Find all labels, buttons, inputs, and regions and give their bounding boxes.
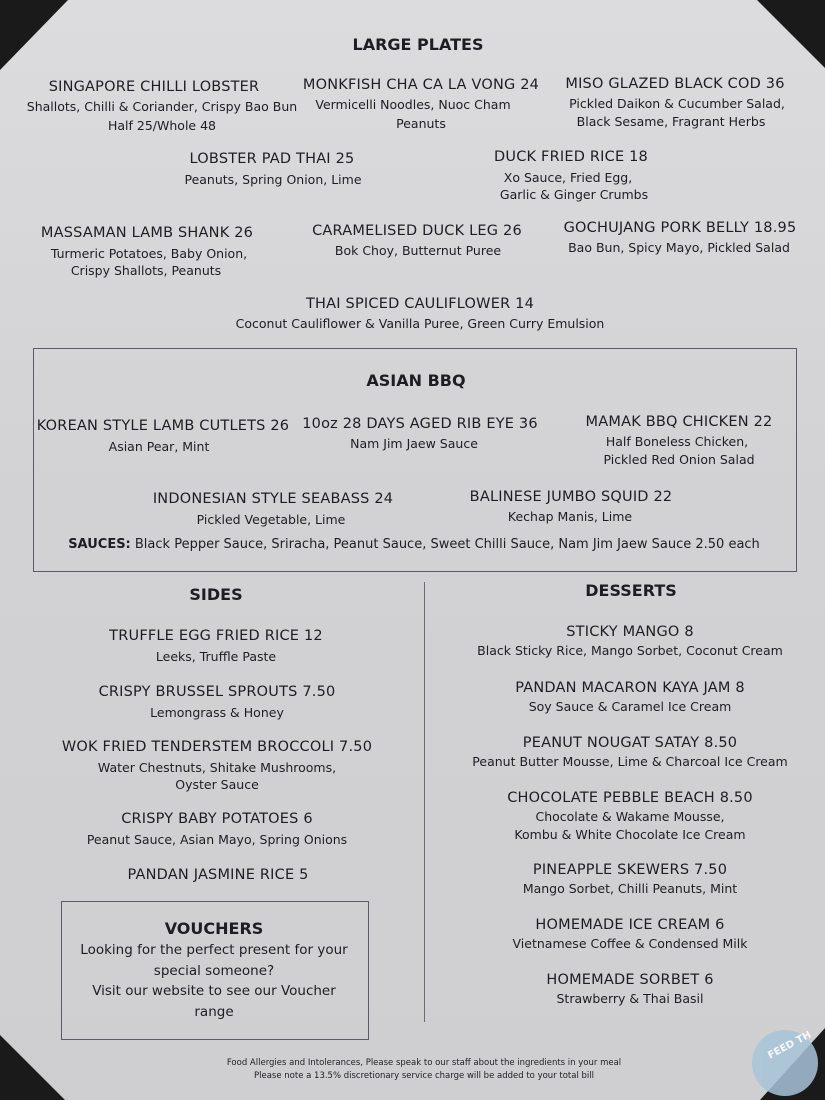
vouchers-heading: VOUCHERS [164,919,264,938]
menu-item-desc: Leeks, Truffle Paste [155,649,277,664]
menu-item-desc: Bok Choy, Butternut Puree [334,243,502,258]
menu-item-desc: Pickled Red Onion Salad [603,452,755,467]
menu-item-name: SINGAPORE CHILLI LOBSTER [48,79,260,95]
menu-item-name: MISO GLAZED BLACK COD 36 [565,76,785,92]
menu-item-desc: Peanut Butter Mousse, Lime & Charcoal Ice Cream [472,754,788,769]
footer-allergy-note: Food Allergies and Intolerances, Please speak to our staff about the ingredients in your meal [226,1058,622,1068]
column-divider [424,582,425,1022]
menu-item-name: KOREAN STYLE LAMB CUTLETS 26 [36,418,290,434]
menu-item-desc: Peanuts, Spring Onion, Lime [184,172,362,187]
vouchers-text: Visit our website to see our Voucher [92,983,336,999]
menu-item-name: MASSAMAN LAMB SHANK 26 [40,225,254,241]
menu-item-name: DUCK FRIED RICE 18 [494,149,648,165]
sauces-label: SAUCES: [68,537,131,552]
menu-item-name: CRISPY BABY POTATOES 6 [121,811,313,827]
watermark-text: FEED TH [766,1029,814,1062]
menu-item-desc: Soy Sauce & Caramel Ice Cream [528,699,732,714]
menu-item-desc: Kechap Manis, Lime [507,509,633,524]
menu-item-desc: Xo Sauce, Fried Egg, [503,170,633,185]
menu-item-desc: Black Sticky Rice, Mango Sorbet, Coconut Cream [477,643,783,658]
menu-item-desc: Bao Bun, Spicy Mayo, Pickled Salad [568,240,790,255]
vouchers-text: special someone? [153,963,275,979]
menu-item-desc: Water Chestnuts, Shitake Mushrooms, [97,760,337,775]
menu-item-desc: Half Boneless Chicken, [605,434,749,449]
menu-item-desc: Black Sesame, Fragrant Herbs [576,114,766,129]
menu-item-name: MONKFISH CHA CA LA VONG 24 [302,77,540,93]
menu-item-desc: Shallots, Chilli & Coriander, Crispy Bao Bun [26,99,298,114]
menu-item-name: THAI SPICED CAULIFLOWER 14 [305,296,535,312]
vouchers-text: range [194,1004,234,1020]
menu-item-name: CRISPY BRUSSEL SPROUTS 7.50 [98,684,336,700]
menu-item-desc: Oyster Sauce [175,777,259,792]
menu-item-name: HOMEMADE ICE CREAM 6 [535,917,725,933]
watermark-logo [752,1030,818,1096]
menu-item-name: PANDAN JASMINE RICE 5 [127,867,309,883]
menu-item-desc: Asian Pear, Mint [108,439,210,454]
menu-item-name: CHOCOLATE PEBBLE BEACH 8.50 [507,790,753,806]
menu-item-desc: Garlic & Ginger Crumbs [499,187,649,202]
footer-service-note: Please note a 13.5% discretionary service charge will be added to your total bill [253,1071,595,1081]
menu-item-desc: Peanut Sauce, Asian Mayo, Spring Onions [86,832,348,847]
vouchers-text: Looking for the perfect present for your [80,942,348,958]
menu-item-name: CARAMELISED DUCK LEG 26 [312,223,522,239]
menu-item-name: HOMEMADE SORBET 6 [546,972,714,988]
menu-item-name: PEANUT NOUGAT SATAY 8.50 [522,735,738,751]
menu-item-name: GOCHUJANG PORK BELLY 18.95 [563,220,797,236]
menu-item-desc: Chocolate & Wakame Mousse, [535,809,725,824]
menu-item-name: BALINESE JUMBO SQUID 22 [469,489,673,505]
sauces-line [68,537,760,552]
menu-item-desc: Peanuts [396,116,446,131]
menu-item-desc: Crispy Shallots, Peanuts [70,263,222,278]
menu-item-name: 10oz 28 DAYS AGED RIB EYE 36 [302,416,538,432]
menu-item-name: STICKY MANGO 8 [566,624,694,640]
desserts-heading: DESSERTS [585,581,677,600]
menu-item-desc: Kombu & White Chocolate Ice Cream [514,827,746,842]
menu-item-desc: Vietnamese Coffee & Condensed Milk [512,936,748,951]
menu-item-desc: Mango Sorbet, Chilli Peanuts, Mint [522,881,738,896]
menu-item-desc: Vermicelli Noodles, Nuoc Cham [315,97,511,112]
menu-item-name: PINEAPPLE SKEWERS 7.50 [532,862,728,878]
asian-bbq-heading: ASIAN BBQ [366,371,466,390]
large-plates-heading: LARGE PLATES [352,35,484,54]
menu-item-name: INDONESIAN STYLE SEABASS 24 [152,491,394,507]
menu-item-desc: Half 25/Whole 48 [108,118,216,133]
menu-item-desc: Nam Jim Jaew Sauce [350,436,478,451]
menu-item-desc: Strawberry & Thai Basil [556,991,704,1006]
menu-item-name: TRUFFLE EGG FRIED RICE 12 [109,628,323,644]
menu-item-desc: Coconut Cauliflower & Vanilla Puree, Green Curry Emulsion [235,316,605,331]
sauces-text: Black Pepper Sauce, Sriracha, Peanut Sauce, Sweet Chilli Sauce, Nam Jim Jaew Sauce 2.50 each [130,537,760,552]
menu-item-desc: Pickled Daikon & Cucumber Salad, [569,96,785,111]
menu-item-name: MAMAK BBQ CHICKEN 22 [585,414,773,430]
menu-item-name: PANDAN MACARON KAYA JAM 8 [515,680,745,696]
sides-heading: SIDES [189,585,243,604]
menu-item-desc: Lemongrass & Honey [150,705,284,720]
menu-item-name: WOK FRIED TENDERSTEM BROCCOLI 7.50 [61,739,373,755]
menu-item-desc: Turmeric Potatoes, Baby Onion, [50,246,248,261]
menu-item-desc: Pickled Vegetable, Lime [196,512,346,527]
menu-item-name: LOBSTER PAD THAI 25 [189,151,355,167]
